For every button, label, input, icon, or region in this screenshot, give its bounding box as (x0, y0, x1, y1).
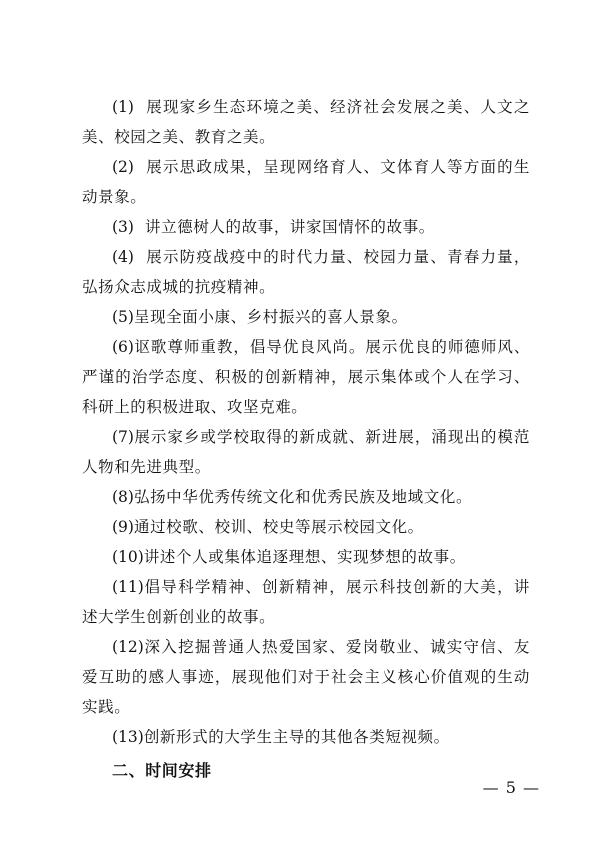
list-item-7 (82, 422, 530, 482)
list-item-5 (82, 302, 530, 332)
list-item-12 (82, 632, 530, 722)
list-item-2 (82, 152, 530, 212)
list-item-13 (82, 722, 530, 752)
spacer (134, 248, 146, 266)
item-text: 展示家乡或学校取得的新成就、新进展，涌现出的模范人物和先进典型。 (82, 428, 530, 476)
list-item-10 (82, 542, 530, 572)
item-text: 讲立德树人的故事，讲家国情怀的故事。 (145, 218, 435, 236)
spacer (134, 98, 146, 116)
content-list (82, 92, 530, 786)
item-text: 倡导科学精神、创新精神，展示科技创新的大美，讲述大学生创新创业的故事。 (82, 578, 530, 626)
item-number: (9) (112, 518, 134, 536)
spacer (134, 158, 146, 176)
item-number: (2) (112, 158, 134, 176)
item-text: 深入挖掘普通人热爱国家、爱岗敬业、诚实守信、友爱互助的感人事迹，展现他们对于社会主义核心价值观的生动实践。 (82, 638, 530, 716)
item-text: 弘扬中华优秀传统文化和优秀民族及地域文化。 (133, 488, 473, 506)
item-number: (12) (112, 638, 144, 656)
item-number: (5) (112, 308, 134, 326)
item-number: (10) (112, 548, 144, 566)
item-number: (8) (112, 488, 134, 506)
item-text: 展示防疫战疫中的时代力量、校园力量、青春力量，弘扬众志成城的抗疫精神。 (82, 248, 530, 296)
item-number: (3) (112, 218, 134, 236)
item-number: (7) (112, 428, 134, 446)
item-number: (6) (112, 338, 134, 356)
item-number: (4) (112, 248, 134, 266)
spacer (134, 218, 145, 236)
page-number: — 5 — (482, 778, 540, 797)
list-item-9 (82, 512, 530, 542)
item-text: 讴歌尊师重教，倡导优良风尚。展示优良的师德师风、严谨的治学态度、积极的创新精神，展示集体或个人在学习、科研上的积极进取、攻坚克难。 (82, 338, 530, 416)
section-heading: 二、时间安排 (112, 761, 212, 780)
list-item-1 (82, 92, 530, 152)
item-number: (11) (112, 578, 144, 596)
item-number: (1) (112, 98, 134, 116)
item-text: 展示思政成果，呈现网络育人、文体育人等方面的生动景象。 (82, 158, 530, 206)
list-item-3 (82, 212, 530, 242)
item-text: 讲述个人或集体追逐理想、实现梦想的故事。 (143, 548, 466, 566)
item-text: 展现家乡生态环境之美、经济社会发展之美、人文之美、校园之美、教育之美。 (82, 98, 530, 146)
item-text: 呈现全面小康、乡村振兴的喜人景象。 (133, 308, 408, 326)
list-item-6 (82, 332, 530, 422)
item-text: 创新形式的大学生主导的其他各类短视频。 (143, 728, 450, 746)
list-item-11 (82, 572, 530, 632)
item-text: 通过校歌、校训、校史等展示校园文化。 (133, 518, 424, 536)
list-item-8 (82, 482, 530, 512)
item-number: (13) (112, 728, 144, 746)
list-item-4 (82, 242, 530, 302)
